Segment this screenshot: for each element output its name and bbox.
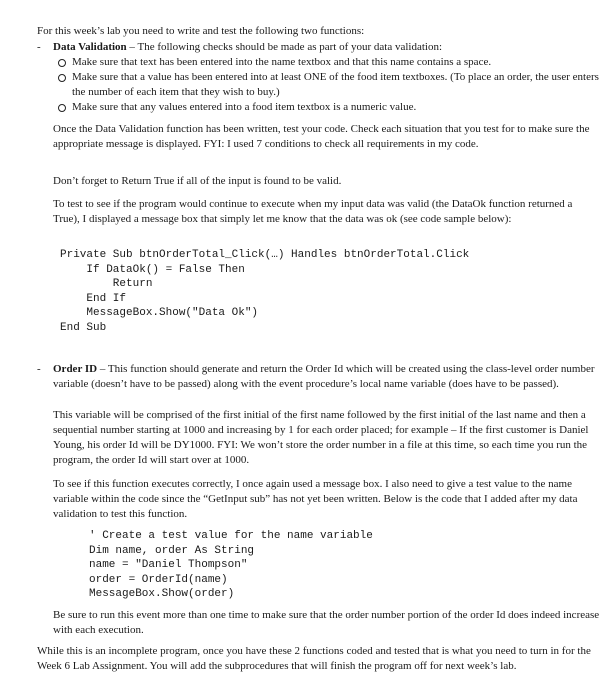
code-line: Return: [60, 278, 153, 290]
order-id-title-rest: – This function should generate and return the Order Id which will be created using the class-level order number variable (doesn’t have to be passed) along with the event procedure’s local name variable (does have to be passed).: [53, 363, 595, 390]
order-id-test-paragraph: To see if this function executes correctly, I once again used a message box. I also need to give a test value to the name variable within the code since the “GetInput sub” has not yet been written. Below is the code that I added after my data validation to test this function.: [53, 478, 578, 520]
test-code-paragraph: Once the Data Validation function has been written, test your code. Check each situation that you test for to make sure the appropriate message is displayed. FYI: I used 7 conditions to check all requirements in my code.: [53, 123, 590, 150]
bullet-icon: [58, 74, 66, 82]
check-item-2: Make sure that a value has been entered into at least ONE of the food item textboxes. (To place an order, the user enters the number of each item that they wish to buy.): [72, 71, 599, 98]
code-sample-data-ok: [60, 248, 469, 335]
code-sample-order-id: [89, 529, 373, 602]
list-dash: -: [37, 41, 41, 53]
message-box-paragraph: To test to see if the program would continue to execute when my input data was valid (the DataOk function returned a True), I displayed a message box that simply let me know that the data was ok (see code sample below):: [53, 198, 573, 225]
intro-text: For this week’s lab you need to write and test the following two functions:: [37, 25, 365, 37]
code-line: MessageBox.Show(order): [89, 588, 235, 600]
return-true-paragraph: Don’t forget to Return True if all of the input is found to be valid.: [53, 175, 342, 187]
order-id-heading: [53, 362, 601, 392]
order-id-title: Order ID: [53, 363, 98, 375]
closing-paragraph: While this is an incomplete program, once you have these 2 functions coded and tested that is what you need to turn in for the Week 6 Lab Assignment. You will add the subprocedures that will finish the program off for next week’s lab.: [37, 645, 591, 672]
check-item-1: Make sure that text has been entered into the name textbox and that this name contains a space.: [72, 56, 492, 68]
data-validation-heading: [53, 40, 598, 55]
order-id-explanation: This variable will be comprised of the first initial of the first name followed by the first initial of the last name and then a sequential number starting at 1000 and increasing by 1 for each order placed; for example – If the first customer is Daniel Young, his order Id will be DY1000. FYI: We won’t store the order number in a file at this time, so each time you run the program, the order Id will start over at 1000.: [53, 409, 589, 466]
code-line: Dim name, order As String: [89, 544, 255, 557]
data-validation-title: Data Validation: [53, 41, 127, 53]
list-dash: -: [37, 363, 41, 375]
code-line: ' Create a test value for the name variable: [89, 530, 373, 542]
code-line: If DataOk() = False Then: [60, 263, 245, 276]
code-line: MessageBox.Show("Data Ok"): [60, 307, 259, 319]
check-item-3: Make sure that any values entered into a food item textbox is a numeric value.: [72, 101, 417, 113]
bullet-icon: [58, 59, 66, 67]
code-line: name = "Daniel Thompson": [89, 559, 248, 571]
run-more-than-once-paragraph: Be sure to run this event more than one time to make sure that the order number portion of the order Id does indeed increase with each execution.: [53, 609, 600, 636]
bullet-icon: [58, 104, 66, 112]
code-line: End Sub: [60, 321, 107, 334]
code-line: order = OrderId(name): [89, 573, 228, 586]
data-validation-title-rest: – The following checks should be made as part of your data validation:: [126, 41, 443, 53]
code-line: End If: [60, 292, 127, 305]
code-line: Private Sub btnOrderTotal_Click(…) Handles btnOrderTotal.Click: [60, 249, 470, 261]
